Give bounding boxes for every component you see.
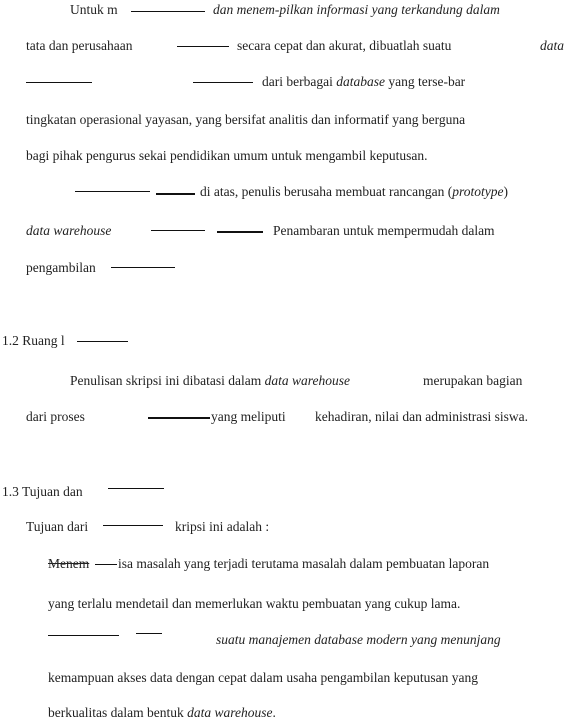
p1-line-2 (26, 38, 132, 54)
p1-line-2b (237, 38, 451, 54)
blank-line (217, 231, 263, 233)
p3-l1-b: data warehouse (264, 373, 350, 388)
p4-line-6 (48, 705, 276, 721)
p3-l2-c: kehadiran, nilai dan administrasi siswa. (315, 409, 528, 424)
blank-line (131, 11, 205, 12)
blank-line (148, 417, 210, 419)
section-heading-1-3 (2, 484, 83, 500)
p4-l2-a: Menem (48, 556, 90, 571)
p4-l4-c: modern yang menunjang (366, 632, 501, 647)
p1-line-1 (70, 2, 118, 18)
p4-line-4 (216, 632, 501, 648)
p3-l1-c: merupakan bagian (423, 373, 523, 388)
p4-l2-b: isa masalah yang terjadi terutama masalah dalam pembuatan laporan (118, 556, 490, 571)
p3-line-2c (315, 409, 528, 425)
p1-line-1b (213, 2, 500, 18)
p3-l2-a: dari proses (26, 409, 85, 424)
p4-l6-a: berkualitas dalam bentuk (48, 705, 184, 720)
p1-l1-b: dan menem-pilkan informasi yang terkandung dalam (213, 2, 500, 17)
blank-line (111, 267, 175, 268)
p3-line-1 (70, 373, 350, 389)
p4-l5: kemampuan akses data dengan cepat dalam usaha pengambilan keputusan yang (48, 670, 478, 685)
blank-line (151, 230, 205, 231)
blank-line (95, 564, 117, 565)
heading-1-3-text: 1.3 Tujuan dan (2, 484, 83, 499)
p1-l5: bagi pihak pengurus sekai pendidikan umum untuk mengambil keputusan. (26, 148, 428, 163)
p2-l3: pengambilan (26, 260, 96, 275)
p1-l3-c: yang terse-bar (388, 74, 466, 89)
p1-line-5 (26, 148, 428, 164)
p2-line-1 (200, 184, 508, 200)
p1-line-4 (26, 112, 465, 128)
p1-l4: tingkatan operasional yayasan, yang bersifat analitis dan informatif yang berguna (26, 112, 466, 127)
p4-l1-b: kripsi ini adalah : (175, 519, 270, 534)
p1-l3-a: dari berbagai (262, 74, 333, 89)
p1-l2-a: tata dan perusahaan (26, 38, 133, 53)
blank-line (48, 635, 119, 636)
p2-l2-b: Penambaran untuk mempermudah dalam (273, 223, 495, 238)
p4-line-1 (26, 519, 88, 535)
p3-line-1c (423, 373, 522, 389)
blank-line (156, 193, 195, 195)
p3-l2-b: yang meliputi (211, 409, 286, 424)
p1-line-3 (262, 74, 465, 90)
p4-l6-c: . (272, 705, 276, 720)
blank-line (75, 191, 150, 192)
blank-line (177, 46, 229, 47)
p4-l1-a: Tujuan dari (26, 519, 89, 534)
p1-l1-a: Untuk m (70, 2, 118, 17)
p4-l6-b: data warehouse (187, 705, 273, 720)
blank-line (77, 341, 128, 342)
p3-l1-a: Penulisan skripsi ini dibatasi dalam (70, 373, 262, 388)
p2-l2-a: data warehouse (26, 223, 112, 238)
p1-line-2c (540, 38, 564, 54)
p4-l3: yang terlalu mendetail dan memerlukan waktu pembuatan yang cukup lama. (48, 596, 461, 611)
p4-l4-b: database (314, 632, 363, 647)
p1-l2-b: secara cepat dan akurat, dibuatlah suatu (237, 38, 452, 53)
p2-l1-c: ) (503, 184, 509, 199)
p4-l4-a: suatu manajemen (216, 632, 311, 647)
p4-line-5 (48, 670, 478, 686)
blank-line (136, 633, 162, 634)
p2-l1-b: prototype (452, 184, 504, 199)
p3-line-2b (211, 409, 286, 425)
blank-line (193, 82, 253, 83)
p1-l3-b: database (336, 74, 385, 89)
p4-line-1b (175, 519, 269, 535)
p3-line-2 (26, 409, 85, 425)
p4-line-3 (48, 596, 460, 612)
section-heading-1-2 (2, 333, 65, 349)
blank-line (108, 488, 164, 489)
p1-l2-c: data (540, 38, 565, 53)
p2-line-2b (273, 223, 495, 239)
heading-1-2-text: 1.2 Ruang l (2, 333, 65, 348)
p2-l1-a: di atas, penulis berusaha membuat rancangan ( (200, 184, 453, 199)
p4-line-2b (118, 556, 489, 572)
blank-line (103, 525, 163, 526)
p2-line-2 (26, 223, 111, 239)
p4-line-2 (48, 556, 89, 572)
blank-line (26, 82, 92, 83)
p2-line-3 (26, 260, 96, 276)
